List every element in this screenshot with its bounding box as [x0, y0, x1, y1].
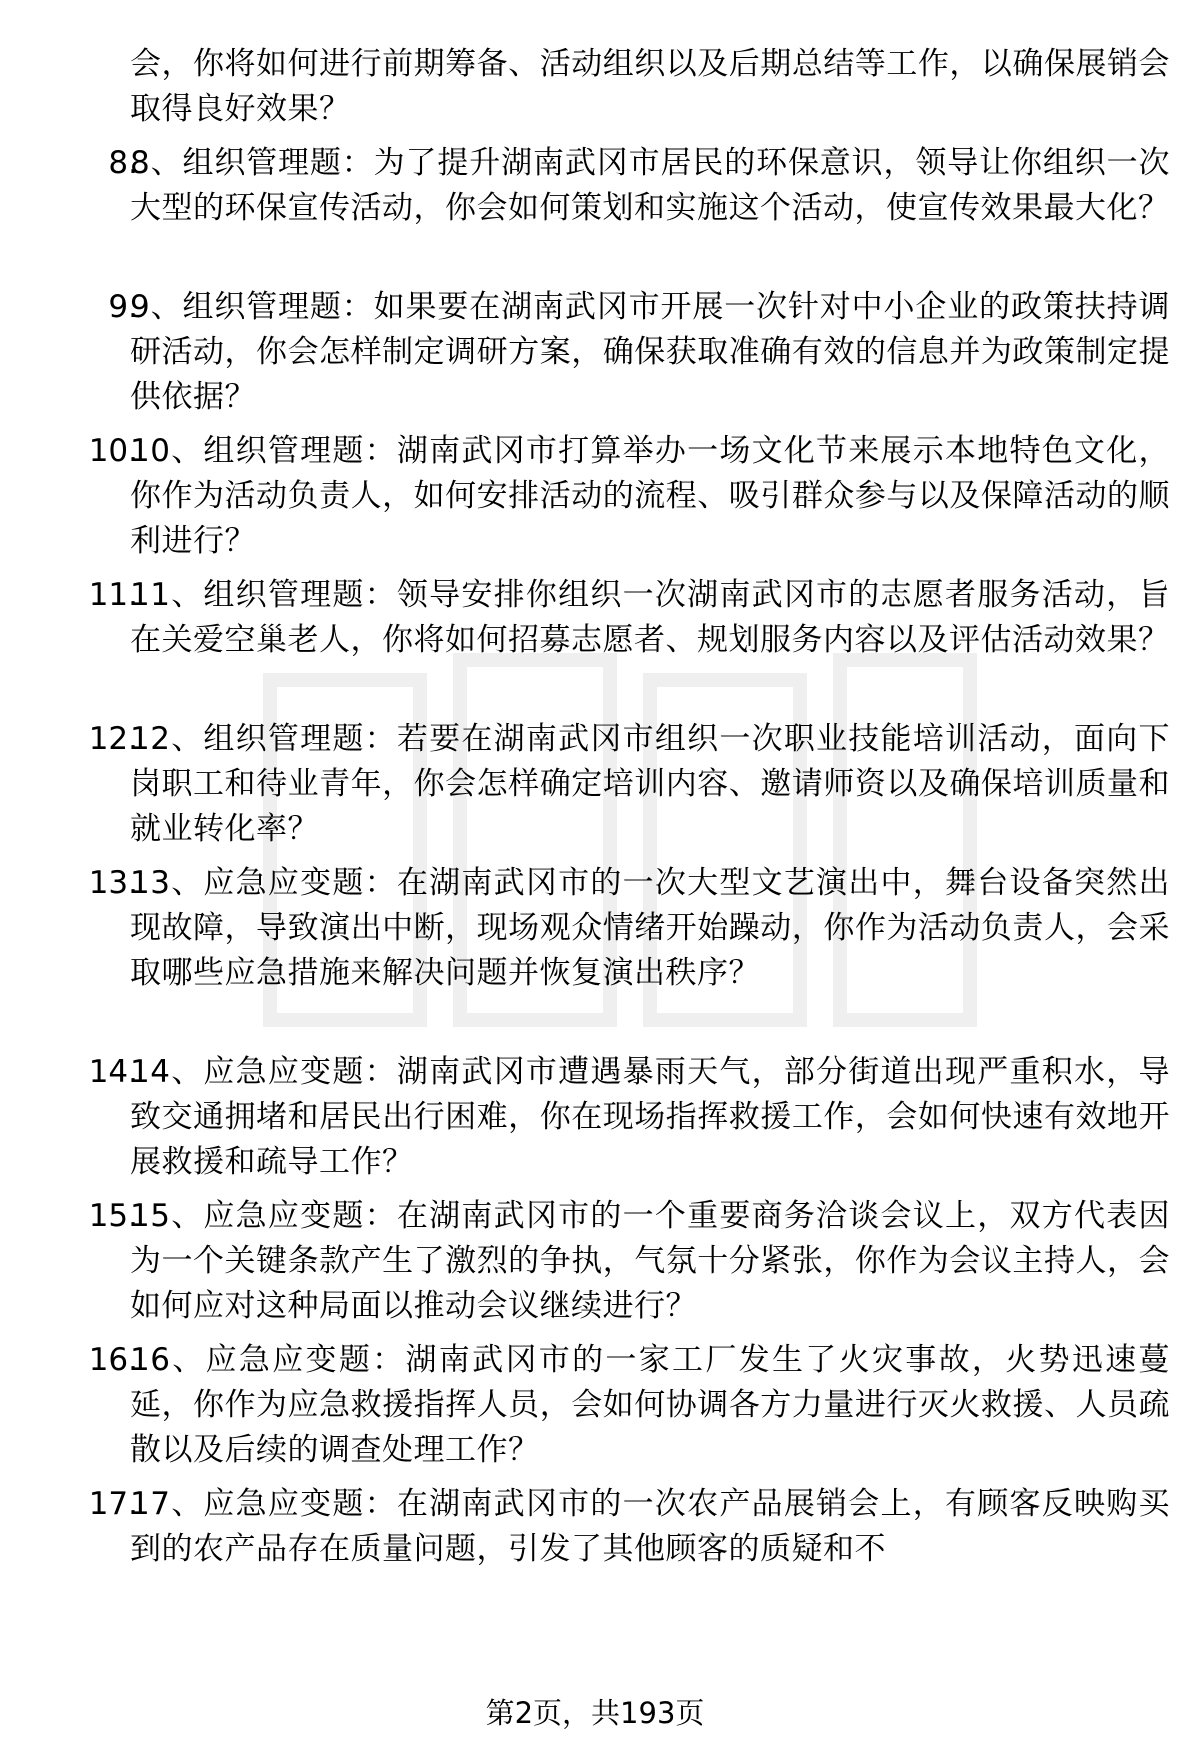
item-text: 11、组织管理题：领导安排你组织一次湖南武冈市的志愿者服务活动，旨在关爱空巢老人，你将如何招募志愿者、规划服务内容以及评估活动效果？	[130, 577, 1170, 658]
item-number: 10.	[88, 433, 138, 469]
item-number: 9.	[108, 289, 138, 325]
item-text: 会，你将如何进行前期筹备、活动组织以及后期总结等工作，以确保展销会取得良好效果？	[130, 46, 1170, 127]
item-text: 14、应急应变题：湖南武冈市遭遇暴雨天气，部分街道出现严重积水，导致交通拥堵和居民出行困难，你在现场指挥救援工作，会如何快速有效地开展救援和疏导工作？	[130, 1054, 1170, 1180]
item-text: 16、应急应变题：湖南武冈市的一家工厂发生了火灾事故，火势迅速蔓延，你作为应急救援指挥人员，会如何协调各方力量进行灭火救援、人员疏散以及后续的调查处理工作？	[130, 1342, 1170, 1468]
item-text: 13、应急应变题：在湖南武冈市的一次大型文艺演出中，舞台设备突然出现故障，导致演出中断，现场观众情绪开始躁动，你作为活动负责人，会采取哪些应急措施来解决问题并恢复演出秩序？	[130, 865, 1170, 991]
item-number: 11.	[88, 577, 138, 613]
item-number: 16.	[88, 1342, 138, 1378]
page-footer: 第2页，共193页	[485, 1696, 705, 1730]
item-text: 8、组织管理题：为了提升湖南武冈市居民的环保意识，领导让你组织一次大型的环保宣传活动，你会如何策划和实施这个活动，使宣传效果最大化？	[130, 145, 1170, 226]
item-text: 12、组织管理题：若要在湖南武冈市组织一次职业技能培训活动，面向下岗职工和待业青年，你会怎样确定培训内容、邀请师资以及确保培训质量和就业转化率？	[130, 721, 1170, 847]
item-number: 15.	[88, 1198, 138, 1234]
item-number: 12.	[88, 721, 138, 757]
item-text: 17、应急应变题：在湖南武冈市的一次农产品展销会上，有顾客反映购买到的农产品存在质量问题，引发了其他顾客的质疑和不	[130, 1486, 1170, 1567]
item-number: 13.	[88, 865, 138, 901]
item-text: 10、组织管理题：湖南武冈市打算举办一场文化节来展示本地特色文化，你作为活动负责人，如何安排活动的流程、吸引群众参与以及保障活动的顺利进行？	[130, 433, 1170, 559]
item-number: 8.	[108, 145, 138, 181]
item-text: 15、应急应变题：在湖南武冈市的一个重要商务洽谈会议上，双方代表因为一个关键条款产生了激烈的争执，气氛十分紧张，你作为会议主持人，会如何应对这种局面以推动会议继续进行？	[130, 1198, 1170, 1324]
item-number: 17.	[88, 1486, 138, 1522]
item-text: 9、组织管理题：如果要在湖南武冈市开展一次针对中小企业的政策扶持调研活动，你会怎样制定调研方案，确保获取准确有效的信息并为政策制定提供依据？	[130, 289, 1170, 415]
item-number: 14.	[88, 1054, 138, 1090]
